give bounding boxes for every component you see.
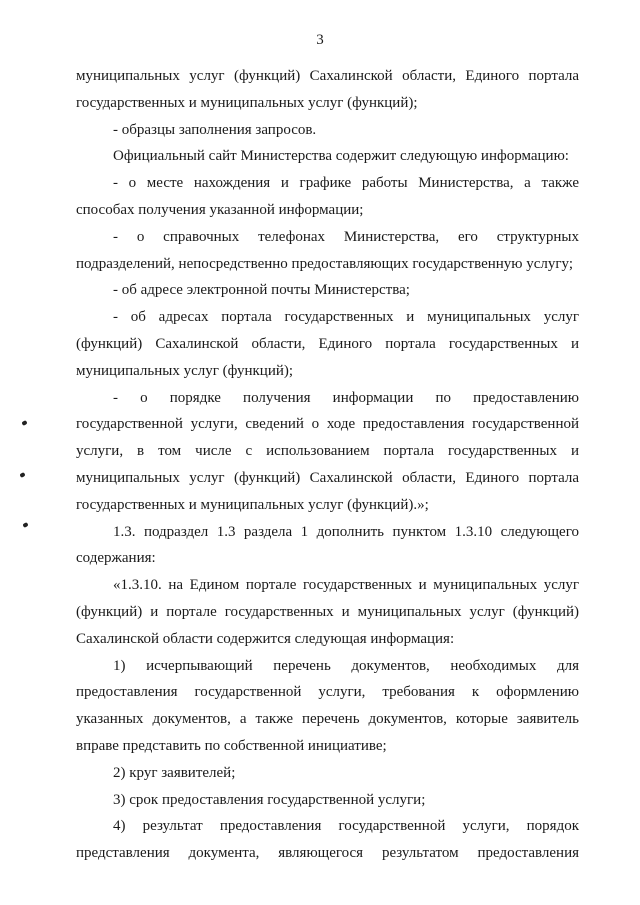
paragraph-5: - о справочных телефонах Министерства, его структурных подразделений, непосредственно предоставляющих государственную услугу; [76, 228, 579, 272]
paragraph-11: 1) исчерпывающий перечень документов, необходимых для предоставления государственной услуги, требования к оформлению указанных документов, а также перечень документов, которые заявитель вправе представить по собственной инициативе; [76, 657, 579, 754]
paragraph-14: 4) результат предоставления государственной услуги, порядок представления документа, являющегося результатом предоставления [76, 818, 579, 862]
page-number: 3 [316, 32, 324, 48]
scan-artifact-mark [21, 420, 27, 426]
paragraph-12: 2) круг заявителей; [113, 764, 236, 781]
scan-artifact-mark [19, 472, 25, 478]
scan-artifact-mark [22, 522, 28, 528]
paragraph-2: - образцы заполнения запросов. [113, 121, 317, 138]
paragraph-13: 3) срок предоставления государственной услуги; [113, 791, 426, 808]
paragraph-3: Официальный сайт Министерства содержит следующую информацию: [113, 148, 569, 165]
paragraph-1: муниципальных услуг (функций) Сахалинской области, Единого портала государственных и муниципальных услуг (функций); [76, 68, 579, 111]
paragraph-9: 1.3. подраздел 1.3 раздела 1 дополнить пунктом 1.3.10 следующего содержания: [76, 523, 579, 567]
paragraph-6: - об адресе электронной почты Министерства; [113, 282, 410, 299]
paragraph-7: - об адресах портала государственных и муниципальных услуг (функций) Сахалинской области, Единого портала государственных и муниципальных услуг (функций); [76, 309, 579, 379]
paragraph-4: - о месте нахождения и графике работы Министерства, а также способах получения указанной информации; [76, 175, 579, 218]
paragraph-10: «1.3.10. на Едином портале государственных и муниципальных услуг (функций) и портале государственных и муниципальных услуг (функций) Сахалинской области содержится следующая информация: [76, 577, 579, 647]
document-body [76, 63, 579, 867]
paragraph-8: - о порядке получения информации по предоставлению государственной услуги, сведений о ходе предоставления государственной услуги, в том числе с использованием портала государственных и муниципальных услуг (функций) Сахалинской области, Единого портала государственных и муниципальных услуг (функций).»; [76, 389, 579, 513]
